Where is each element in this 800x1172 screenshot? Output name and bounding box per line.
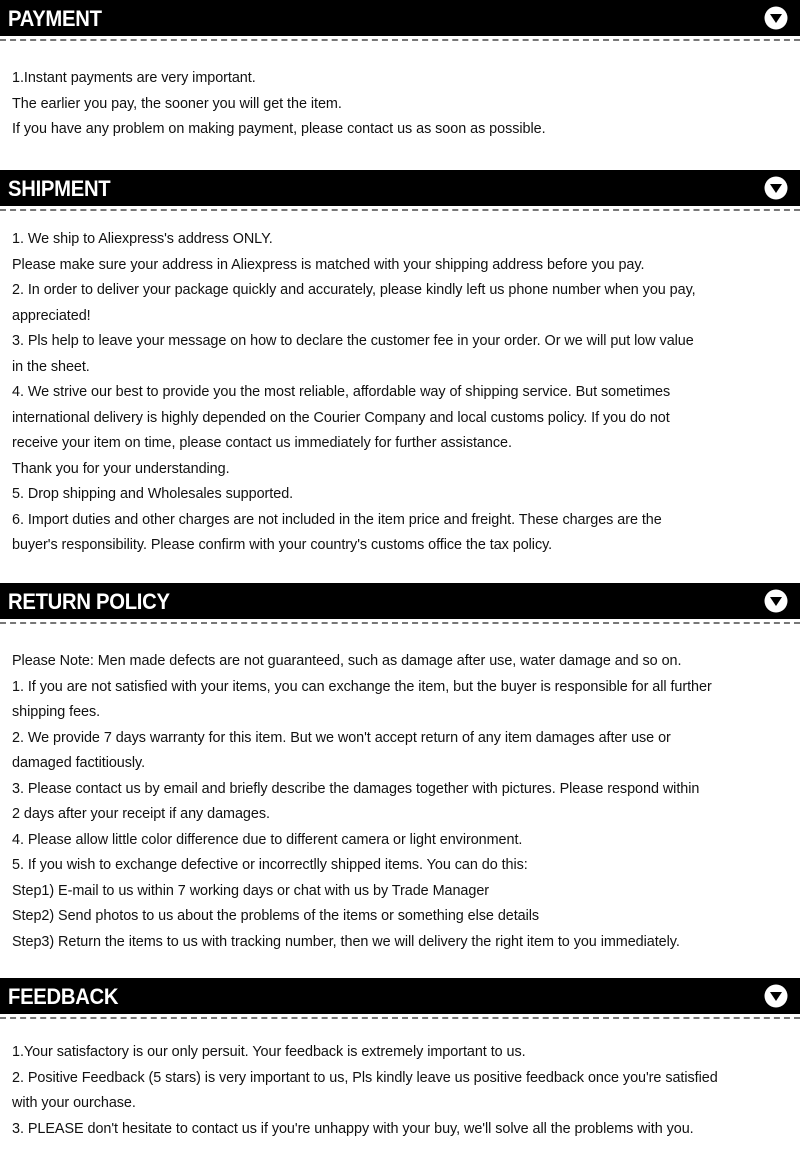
feedback-line: 3. PLEASE don't hesitate to contact us if you're unhappy with your buy, we'll solve all the problems with you.	[12, 1120, 694, 1137]
shipment-line: Please make sure your address in Aliexpress is matched with your shipping address before you pay.	[12, 256, 645, 273]
shipment-line: buyer's responsibility. Please confirm with your country's customs office the tax policy.	[12, 537, 553, 553]
return-policy-line: Please Note: Men made defects are not guaranteed, such as damage after use, water damage and so on.	[12, 653, 682, 669]
feedback-line: 2. Positive Feedback (5 stars) is very important to us, Pls kindly leave us positive feedback once you're satisfied	[12, 1069, 718, 1086]
shipment-body	[0, 211, 800, 559]
return-policy-line: Step2) Send photos to us about the problems of the items or something else details	[12, 908, 540, 924]
return-policy-line: shipping fees.	[12, 704, 101, 720]
chevron-down-circle-icon[interactable]	[764, 984, 788, 1008]
return-policy-line: 2 days after your receipt if any damages.	[12, 806, 270, 822]
payment-title: PAYMENT	[8, 6, 102, 31]
shipment-line: 6. Import duties and other charges are not included in the item price and freight. These charges are the	[12, 511, 662, 528]
shipment-line: 1. We ship to Aliexpress's address ONLY.	[12, 231, 273, 247]
return-policy-line: 2. We provide 7 days warranty for this item. But we won't accept return of any item damages after use or	[12, 729, 671, 746]
shipment-line: international delivery is highly depended on the Courier Company and local customs policy. If you do not	[12, 409, 670, 426]
feedback-header[interactable]	[0, 978, 800, 1014]
return-policy-section	[0, 583, 800, 955]
shipment-line: 3. Pls help to leave your message on how to declare the customer fee in your order. Or we will put low value	[12, 333, 694, 349]
return-policy-title: RETURN POLICY	[8, 589, 170, 614]
shipment-title: SHIPMENT	[8, 176, 111, 201]
feedback-line: 1.Your satisfactory is our only persuit. Your feedback is extremely important to us.	[12, 1044, 526, 1060]
payment-line: The earlier you pay, the sooner you will get the item.	[12, 95, 342, 112]
return-policy-line: 1. If you are not satisfied with your items, you can exchange the item, but the buyer is responsible for all further	[12, 678, 712, 695]
payment-section	[0, 0, 800, 143]
payment-body	[0, 41, 800, 143]
shipment-section	[0, 170, 800, 559]
return-policy-line: 4. Please allow little color difference due to different camera or light environment.	[12, 831, 523, 848]
return-policy-line: 5. If you wish to exchange defective or incorrectlly shipped items. You can do this:	[12, 857, 528, 873]
shipment-line: in the sheet.	[12, 358, 90, 375]
shipment-line: 5. Drop shipping and Wholesales supported.	[12, 486, 294, 502]
shipment-line: 2. In order to deliver your package quickly and accurately, please kindly left us phone number when you pay,	[12, 282, 696, 298]
payment-line: If you have any problem on making payment, please contact us as soon as possible.	[12, 121, 546, 137]
feedback-title: FEEDBACK	[8, 984, 119, 1009]
chevron-down-circle-icon[interactable]	[764, 176, 788, 200]
payment-header[interactable]	[0, 0, 800, 36]
chevron-down-circle-icon[interactable]	[764, 589, 788, 613]
shipment-line: receive your item on time, please contact us immediately for further assistance.	[12, 435, 512, 451]
shipment-header[interactable]	[0, 170, 800, 206]
return-policy-line: Step3) Return the items to us with tracking number, then we will delivery the right item to you immediately.	[12, 933, 680, 950]
return-policy-header[interactable]	[0, 583, 800, 619]
feedback-section	[0, 978, 800, 1142]
shipment-line: Thank you for your understanding.	[12, 460, 230, 477]
return-policy-body	[0, 624, 800, 955]
shipment-line: 4. We strive our best to provide you the most reliable, affordable way of shipping service. But sometimes	[12, 384, 671, 400]
chevron-down-circle-icon[interactable]	[764, 6, 788, 30]
return-policy-line: damaged factitiously.	[12, 755, 146, 771]
shipment-line: appreciated!	[12, 307, 91, 324]
feedback-body	[0, 1019, 800, 1142]
payment-line: 1.Instant payments are very important.	[12, 70, 256, 86]
return-policy-line: 3. Please contact us by email and briefly describe the damages together with pictures. Please respond within	[12, 780, 700, 797]
return-policy-line: Step1) E-mail to us within 7 working days or chat with us by Trade Manager	[12, 882, 490, 899]
feedback-line: with your ourchase.	[12, 1095, 136, 1111]
